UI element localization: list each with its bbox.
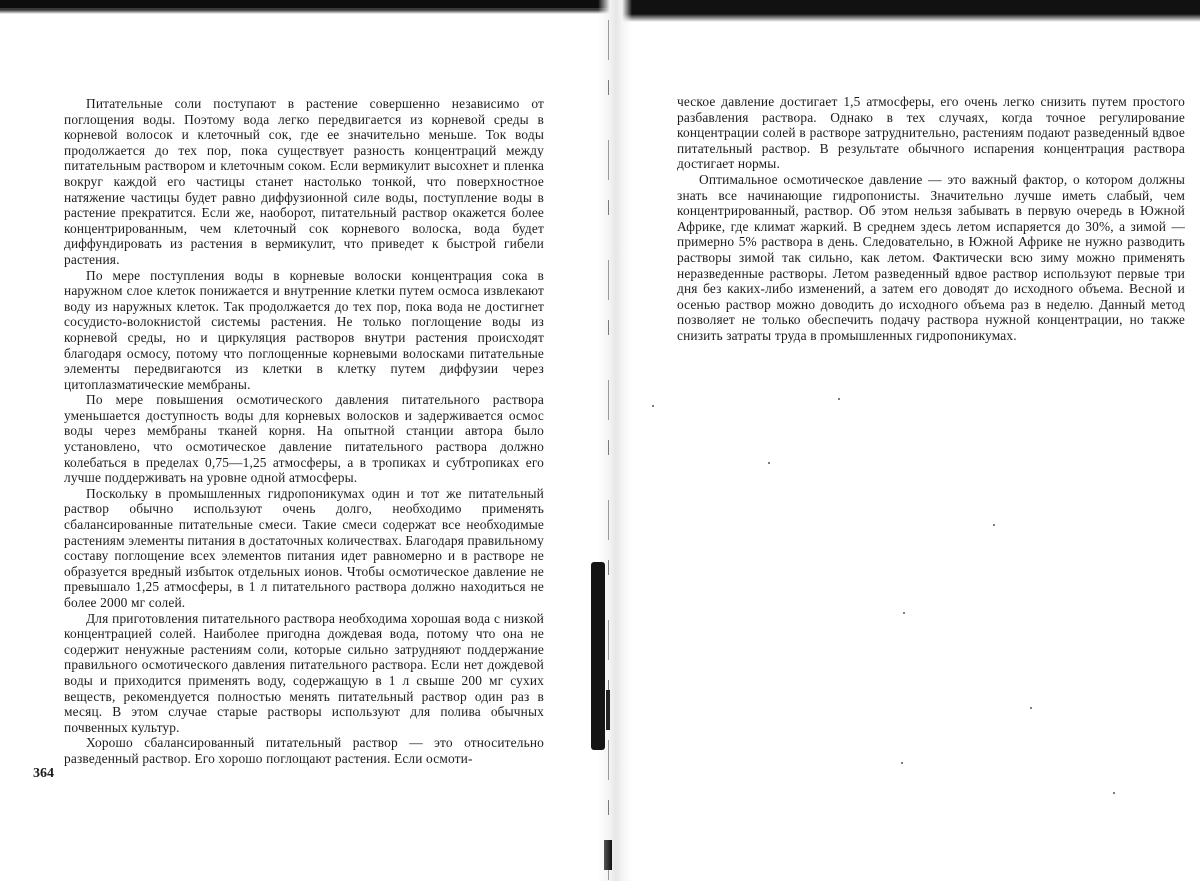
- scan-speck: [1030, 707, 1032, 709]
- paragraph: По мере повышения осмотического давления питательного раствора уменьшается доступность воды для корневых волосков и задерживается осмос воды через мембраны тканей корня. На опытной станции автора было установлено, что осмотическое давление питательного раствора должно колебаться в пределах 0,75—1,25 атмосферы, а в тропиках и субтропиках его лучше поддерживать на уровне одной атмосферы.: [64, 392, 544, 486]
- paragraph: Питательные соли поступают в растение совершенно независимо от поглощения воды. Поэтому вода легко передвигается из корневой среды в корневой волосок и клеточный сок, где ее значительно меньше. Ток воды продолжается до тех пор, пока существует разность концентраций между питательным раствором и клеточным соком. Если вермикулит высохнет и пленка вокруг каждой его частицы станет настолько тонкой, что поверхностное натяжение частицы будет равно диффузионной силе воды, поступление воды в растение прекратится. Если же, наоборот, питательный раствор окажется более концентрированным, чем клеточный сок корневого волоска, вода будет диффундировать из растения в вермикулит, что приведет к быстрой гибели растения.: [64, 96, 544, 267]
- bottom-mark: [604, 840, 612, 870]
- paragraph: По мере поступления воды в корневые волоски концентрация сока в наружном слое клеток понижается и внутренние клетки путем осмоса извлекают воду из наружных клеток. Так продолжается до тех пор, пока вода не достигнет сосудисто-волокнистой системы растения. Не только поглощение воды из корневой среды, но и циркуляция растворов внутри растения происходят благодаря осмосу, потому что поглощенные корневыми волосками питательные элементы передвигаются из клетки в клетку путем диффузии через цитоплазматические мембраны.: [64, 267, 544, 392]
- scan-speck: [838, 398, 840, 400]
- scan-top-edge-right: [620, 0, 1200, 22]
- gutter-shadow: [591, 562, 605, 750]
- paragraph: ческое давление достигает 1,5 атмосферы, его очень легко снизить путем простого разбавления раствора. Однако в тех случаях, когда точное регулирование концентрации солей в растворе затруднительно, растениям подают разведенный вдвое питательный раствор. В результате обычного испарения концентрация раствора достигает нормы.: [677, 94, 1185, 172]
- scan-speck: [1113, 792, 1115, 794]
- scan-speck: [993, 524, 995, 526]
- paragraph: Для приготовления питательного раствора необходима хорошая вода с низкой концентрацией солей. Наиболее пригодна дождевая вода, потому что она не содержит ненужные растениям соли, которые сильно затрудняют поддержание правильного осмотического давления питательного раствора. Если нет дождевой воды и приходится применять воду, содержащую в 1 л свыше 200 мг сухих веществ, рекомендуется полностью менять питательный раствор один раз в месяц. В этом случае старые растворы используют для полива обычных почвенных культур.: [64, 610, 544, 735]
- scan-speck: [903, 612, 905, 614]
- scan-speck: [652, 405, 654, 407]
- right-page: [677, 94, 1185, 344]
- gutter-line: [608, 20, 609, 880]
- left-page: [64, 96, 544, 767]
- gutter-mark: [606, 690, 610, 730]
- paragraph: Поскольку в промышленных гидропоникумах один и тот же питательный раствор обычно используют очень долго, необходимо применять сбалансированные питательные смеси. Такие смеси содержат все необходимые растениям элементы питания в достаточных количествах. Благодаря правильному составу поглощение всех элементов питания идет равномерно и в растворе не образуется вредный избыток отдельных ионов. Чтобы осмотическое давление не превышало 1,25 атмосферы, в 1 л питательного раствора должно находиться не более 2000 мг солей.: [64, 485, 544, 610]
- paragraph: Оптимальное осмотическое давление — это важный фактор, о котором должны знать все начинающие гидропонисты. Значительно лучше иметь слабый, чем концентрированный, раствор. Об этом нельзя забывать в первую очередь в Южной Африке, где климат жаркий. В среднем здесь летом испаряется до 30%, а зимой — примерно 5% раствора в день. Следовательно, в Южной Африке не нужно разводить растворы зимой так сильно, как летом. Фактически всю зиму можно применять неразведенные растворы. Летом разведенный вдвое раствор используют первые три дня без каких-либо изменений, а затем его доводят до исходного объема. Весной и осенью раствор можно доводить до исходного объема раз в неделю. Данный метод позволяет не только обеспечить подачу раствора нужной концентрации, но также снизить затраты труда в промышленных гидропоникумах.: [677, 171, 1185, 343]
- scan-speck: [768, 462, 770, 464]
- paragraph: Хорошо сбалансированный питательный раствор — это относительно разведенный раствор. Его хорошо поглощают растения. Если осмоти-: [64, 735, 544, 766]
- scan-speck: [901, 762, 903, 764]
- page-number: 364: [33, 766, 54, 781]
